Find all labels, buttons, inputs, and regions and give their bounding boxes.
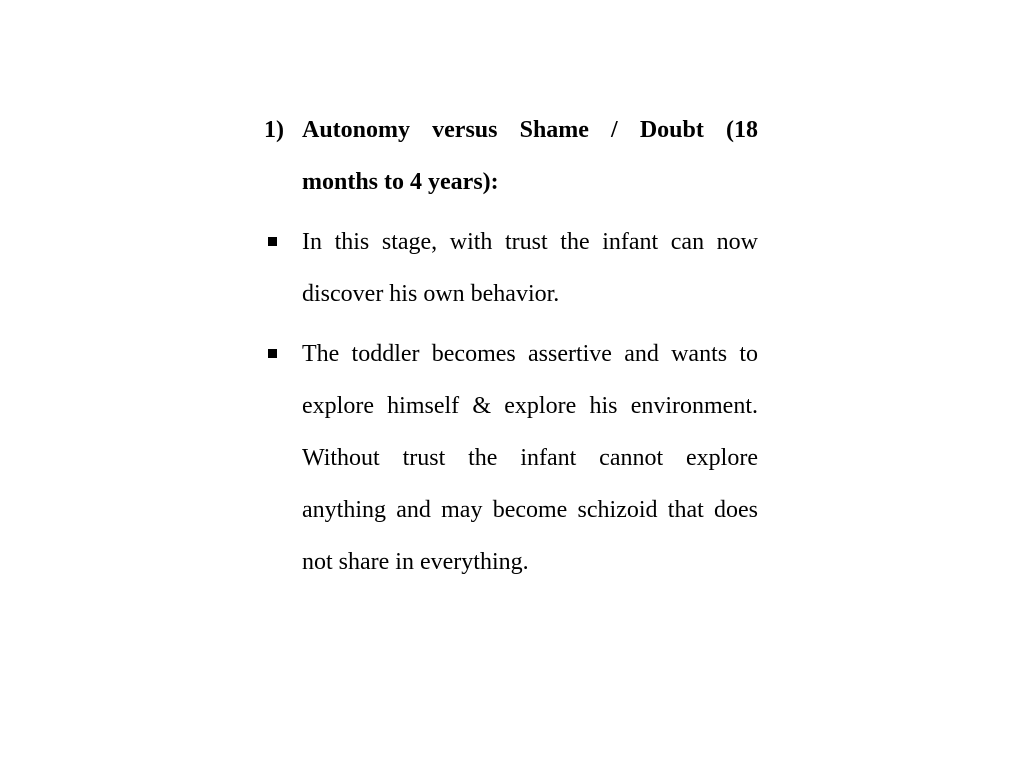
bullet-text: In this stage, with trust the infant can now discover his own behavior. — [302, 229, 758, 307]
bullet-item — [264, 328, 758, 588]
bullet-item — [264, 216, 758, 320]
bullet-text: The toddler becomes assertive and wants to explore himself & explore his environment. Without trust the infant cannot explore anything and may become schizoid that does not share in everything. — [302, 341, 758, 575]
heading-text: Autonomy versus Shame / Doubt (18 months to 4 years): — [302, 117, 758, 195]
square-bullet-icon — [264, 216, 302, 268]
heading-item — [264, 104, 758, 208]
heading-number: 1) — [264, 117, 284, 143]
square-bullet-icon — [264, 328, 302, 380]
slide-content — [264, 104, 758, 588]
